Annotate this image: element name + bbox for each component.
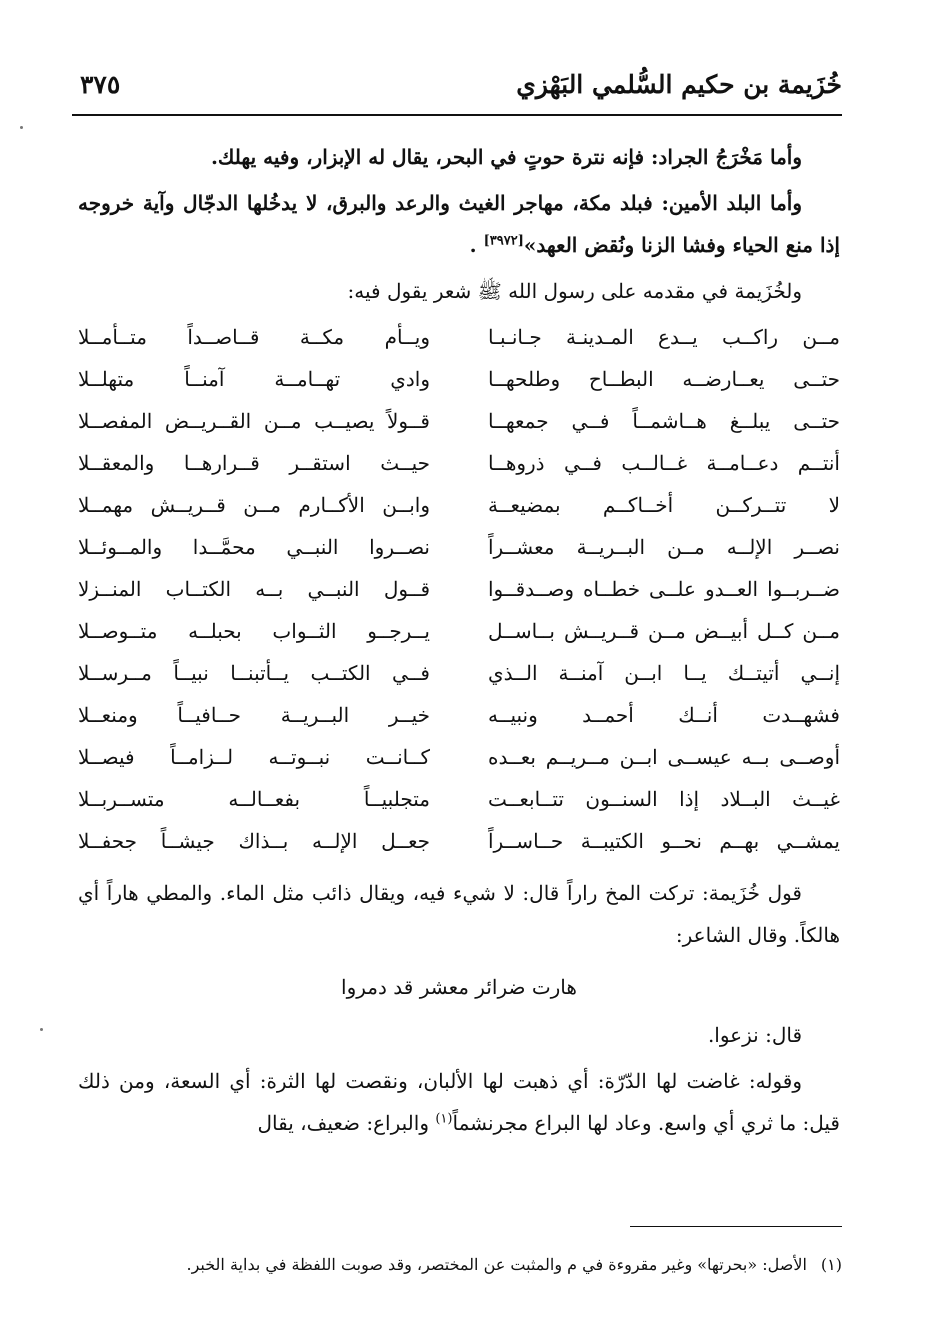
verse-second-hemistich: خيــر البــريــة حــافيــاً ومنعــلا [78, 703, 430, 727]
header-rule [72, 114, 842, 116]
verse-second-hemistich: كــانــت نبــوتــه لــزامــاً فيصــلا [78, 745, 430, 769]
poem-verse [78, 736, 840, 778]
verse-second-hemistich: فــي الكتــب يــأتبنــا نبيــاً مــرســلا [78, 661, 430, 685]
verse-second-hemistich: متجلبيــاً بفعــالــه متســربــلا [78, 787, 430, 811]
poem-verse [78, 652, 840, 694]
paragraph-explanation [78, 1060, 840, 1144]
scan-speck [40, 1028, 43, 1031]
poem-verse [78, 526, 840, 568]
main-text [78, 136, 840, 1144]
verse-second-hemistich: حيــث استقــر قــرارهــا والمعقــلا [78, 451, 430, 475]
poem-verse [78, 400, 840, 442]
paragraph-locust: وأما مَخْرَجُ الجراد: فإنه نترة حوتٍ في البحر، يقال له الإبزار، وفيه يهلك. [210, 145, 802, 169]
page-header [70, 62, 842, 112]
verse-second-hemistich: وابــن الأكــارم مــن قــريــش مهمــلا [78, 493, 430, 517]
poem [78, 316, 840, 862]
poem-verse [78, 820, 840, 862]
hadith-reference: [٣٩٧٢] [483, 233, 524, 249]
poem-verse [78, 316, 840, 358]
quoted-verse: هارت ضرائر معشر قد دمروا [341, 975, 577, 999]
paragraph-short: قال: نزعوا. [707, 1023, 802, 1047]
running-title: خُزَيمة بن حكيم السُّلمي البَهْزي [516, 70, 842, 99]
poem-verse [78, 610, 840, 652]
verse-first-hemistich: يمشــي بهــم نحــو الكتيبــة حــاســراً [488, 829, 840, 853]
verse-first-hemistich: إنــي أتيتــك يــا ابــن آمنــة الــذي [488, 661, 840, 685]
verse-first-hemistich: لا تتــركــن أخــاكــم بمضيعــة [488, 493, 840, 517]
verse-second-hemistich: جعــل الإلــه بــذاك جيشــاً جحفــلا [78, 829, 430, 853]
poem-verse [78, 358, 840, 400]
verse-first-hemistich: حتــى يبلــغ هــاشمــاً فــي جمعهــا [488, 409, 840, 433]
paragraph-explanation-text: وقوله: غاضت لها الدّرّة: أي ذهبت لها الألبان، ونقصت لها الثرة: أي السعة، ومن ذلك قيل: ما ثري أي واسع. وعاد لها البراع مجرنشماً [78, 1069, 840, 1135]
verse-first-hemistich: حتــى يعــارضــه البطــاح وطلحهــا [488, 367, 840, 391]
paragraph-mecca-text: وأما البلد الأمين: فبلد مكة، مهاجر الغيث والرعد والبرق، لا يدخُلها الدجّال وآية خروجه إذا منع الحياء وفشا الزنا ونُقض العهد» [78, 191, 840, 257]
poem-verse [78, 694, 840, 736]
verse-second-hemistich: ويــأم مكــة قــاصــداً متــأمــلا [78, 325, 430, 349]
poem-verse [78, 442, 840, 484]
verse-first-hemistich: مــن كــل أبيــض مــن قــريــش بــاســل [488, 619, 840, 643]
verse-first-hemistich: نصــر الإلــه مــن البــريــة معشــراً [488, 535, 840, 559]
scan-speck [20, 126, 23, 129]
verse-second-hemistich: قــولاً يصيــب مــن القــريــض المفصــلا [78, 409, 430, 433]
paragraph-commentary: قول خُزَيمة: تركت المخ راراً قال: لا شيء فيه، ويقال ذائب مثل الماء. والمطي هاراً أي هالكاً. وقال الشاعر: [78, 881, 840, 947]
footnote-text: الأصل: «بحرتها» وغير مقروءة في م والمثبت عن المختصر، وقد صوبت اللفظة في بداية الخبر. [186, 1255, 807, 1274]
paragraph-mecca-end: . [469, 233, 477, 257]
verse-first-hemistich: مــن راكــب يــدع المـدينـة جـانـبـا [488, 325, 840, 349]
verse-first-hemistich: ضــربــوا العــدو علــى خطــاه وصــدقــوا [488, 577, 840, 601]
verse-second-hemistich: نصــروا النبــي محمَّــدا والمــوئــلا [78, 535, 430, 559]
paragraph-explanation-tail: والبراع: ضعيف، يقال [257, 1111, 436, 1135]
verse-second-hemistich: قــول النبــي بــه الكتــاب المنــزلا [78, 577, 430, 601]
paragraph-poem-intro: ولخُزَيمة في مقدمه على رسول الله ﷺ شعر يقول فيه: [347, 279, 802, 303]
footnote-marker: (١) [820, 1255, 842, 1274]
paragraph-mecca [78, 182, 840, 266]
verse-first-hemistich: أوصــى بــه عيســى ابــن مــريــم بعــده [488, 745, 840, 769]
verse-first-hemistich: غيــث البــلاد إذا السنــون تتــابعــت [488, 787, 840, 811]
verse-first-hemistich: أنتــم دعــامــة غــالــب فــي ذروهــا [488, 451, 840, 475]
poem-verse [78, 778, 840, 820]
verse-second-hemistich: يــرجــو الثــواب بحبلــه متــوصــلا [78, 619, 430, 643]
verse-first-hemistich: فشهــدت أنــك أحمــد ونبيــه [488, 703, 840, 727]
footnote-reference: (١) [435, 1111, 453, 1127]
footnote-rule [630, 1226, 842, 1227]
page-number: ٣٧٥ [80, 70, 121, 99]
verse-second-hemistich: وادي تهــامــة آمنــاً متهلــلا [78, 367, 430, 391]
footnote [142, 1252, 842, 1278]
poem-verse [78, 568, 840, 610]
poem-verse [78, 484, 840, 526]
